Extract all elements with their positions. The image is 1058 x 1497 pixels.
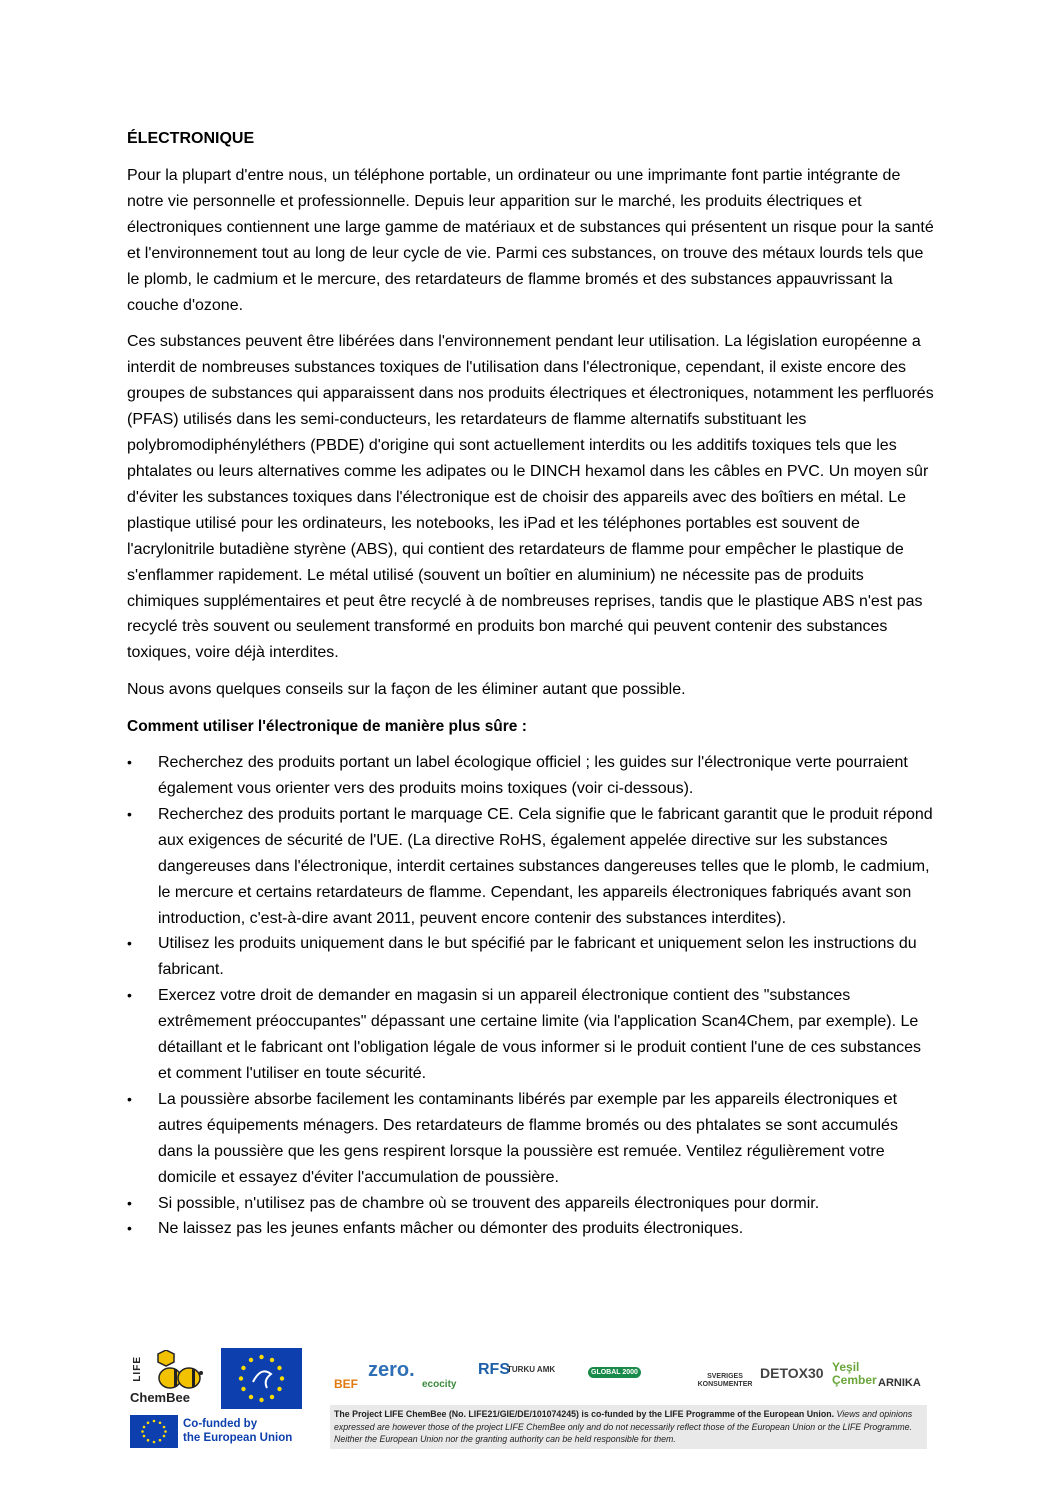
cofunded-line-1: Co-funded by (183, 1418, 258, 1430)
bullet-icon: • (127, 1090, 132, 1107)
disclaimer-box (330, 1405, 927, 1449)
partner-logo-rfs: RFS (478, 1361, 510, 1378)
tips-list (127, 750, 935, 1242)
cofunded-label (183, 1417, 313, 1445)
partner-logo-global2000: GLOBAL 2000 (588, 1367, 641, 1378)
paragraph-intro: Pour la plupart d'entre nous, un téléphone portable, un ordinateur ou une imprimante font partie intégrante de notre vie personnelle et professionnelle. Depuis leur apparition sur le marché, les produits électriques et électroniques contiennent une large gamme de matériaux et de substances qui présentent un risque pour la santé et l'environnement tout au long de leur cycle de vie. Parmi ces substances, on trouve des métaux lourds tels que le plomb, le cadmium et le mercure, des retardateurs de flamme bromés et des substances appauvrissant la couche d'ozone. (127, 167, 934, 314)
paragraph-tips-intro: Nous avons quelques conseils sur la façon de les éliminer autant que possible. (127, 681, 686, 699)
list-item (127, 1087, 935, 1191)
document-body (127, 126, 935, 1242)
list-item-text: Ne laissez pas les jeunes enfants mâcher ou démonter des produits électroniques. (158, 1220, 744, 1238)
list-item (127, 750, 935, 802)
disclaimer-lead: The Project LIFE ChemBee (No. LIFE21/GIE/DE/101074245) is co-funded by the LIFE Programme of the European Union. (334, 1409, 835, 1419)
list-item (127, 1191, 935, 1217)
paragraph-substances: Ces substances peuvent être libérées dans l'environnement pendant leur utilisation. La législation européenne a interdit de nombreuses substances toxiques de l'utilisation dans l'électronique, cependant, il existe encore des groupes de substances qui apparaissent dans nos produits électriques et électroniques, notamment les perfluorés (PFAS) utilisés dans les semi-conducteurs, les retardateurs de flamme alternatifs substituant les polybromodiphényléthers (PBDE) d'origine qui sont actuellement interdits ou les additifs toxiques tels que les phtalates ou leurs alternatives comme les adipates ou le DINCH hexamol dans les câbles en PVC. Un moyen sûr d'éviter les substances toxiques dans l'électronique est de choisir des appareils avec des boîtiers en métal. Le plastique utilisé pour les ordinateurs, les notebooks, les iPad et les téléphones portables est souvent de l'acrylonitrile butadiène styrène (ABS), qui contient des retardateurs de flamme pour empêcher le plastique de s'enflammer rapidement. Le métal utilisé (souvent un boîtier en aluminium) ne nécessite pas de produits chimiques supplémentaires et peut être recyclé à de nombreuses reprises, tandis que le plastique ABS n'est pas recyclé très souvent ou seulement transformé en produits bon marché qui peuvent contenir des substances toxiques, voire déjà interdites. (127, 333, 934, 662)
bullet-icon: • (127, 805, 132, 822)
list-item (127, 931, 935, 983)
partner-logo-detox30: DETOX30 (760, 1365, 824, 1381)
page-footer (127, 1345, 927, 1450)
cofunded-line-2: the European Union (183, 1432, 293, 1444)
list-item (127, 802, 935, 932)
list-item-text: Recherchez des produits portant le marquage CE. Cela signifie que le fabricant garantit que le produit répond aux exigences de sécurité de l'UE. (La directive RoHS, également appelée directive sur les substances dangereuses dans l'électronique, interdit certaines substances dangereuses telles que le plomb, le cadmium, le mercure et certains retardateurs de flamme. Cependant, les appareils électroniques fabriqués avant son introduction, c'est-à-dire avant 2011, peuvent encore contenir des substances interdites). (158, 805, 933, 927)
partner-logo-zero: zero. (368, 1359, 415, 1381)
partner-logo-bef: BEF (334, 1377, 358, 1391)
list-item-text: Exercez votre droit de demander en magasin si un appareil électronique contient des "substances extrêmement préoccupantes" dépassant une certaine limite (via l'application Scan4Chem, par exemple). Le détaillant et le fabricant ont l'obligation légale de vous informer si le produit contient l'une de ces substances et comment l'utiliser en toute sécurité. (158, 987, 922, 1082)
bullet-icon: • (127, 754, 132, 771)
partner-logo-turku: TURKU AMK (507, 1365, 556, 1374)
bullet-icon: • (127, 987, 132, 1004)
list-item-text: La poussière absorbe facilement les contaminants libérés par exemple par les appareils électroniques et autres équipements ménagers. Des retardateurs de flamme bromés ou des phtalates se sont accumulés dans la poussière que les gens respirent lorsque la poussière est remuée. Ventilez régulièrement votre domicile et essayez d'éviter l'accumulation de poussière. (158, 1090, 898, 1186)
disclaimer-text: Views and opinions expressed are however those of the project LIFE ChemBee only and do not necessarily reflect those of the European Union or the LIFE Programme. Neither the European Union nor the granting authority can be held responsible for them. (334, 1409, 913, 1444)
partner-logo-sveriges-konsumenter: SVERIGES KONSUMENTER (697, 1373, 753, 1388)
life-chembee-logo (130, 1350, 214, 1408)
partner-logos (330, 1351, 925, 1401)
bee-icon (144, 1350, 214, 1390)
list-item (127, 983, 935, 1087)
bullet-icon: • (127, 1194, 132, 1211)
eu-flag-icon (130, 1415, 178, 1448)
list-item-text: Si possible, n'utilisez pas de chambre où se trouvent des appareils électroniques pour dormir. (158, 1194, 820, 1212)
chembee-label: ChemBee (130, 1390, 190, 1405)
eu-stars-icon (221, 1348, 302, 1409)
bullet-icon: • (127, 1220, 132, 1237)
tips-subheading: Comment utiliser l'électronique de manière plus sûre : (127, 718, 527, 736)
list-item-text: Utilisez les produits uniquement dans le but spécifié par le fabricant et uniquement selon les instructions du fabricant. (158, 935, 917, 979)
eu-life-flag-logo (221, 1348, 302, 1409)
life-label: LIFE (132, 1356, 143, 1382)
partner-logo-arnika: ARNIKA (878, 1377, 921, 1389)
list-item (127, 1216, 935, 1242)
partner-logo-yesil-cember: Yeşil Çember (832, 1360, 877, 1387)
section-heading: ÉLECTRONIQUE (127, 130, 255, 147)
partner-logo-ecocity: ecocity (422, 1379, 457, 1390)
list-item-text: Recherchez des produits portant un label écologique officiel ; les guides sur l'électronique verte pourraient également vous orienter vers des produits moins toxiques (voir ci-dessous). (158, 754, 908, 798)
bullet-icon: • (127, 935, 132, 952)
